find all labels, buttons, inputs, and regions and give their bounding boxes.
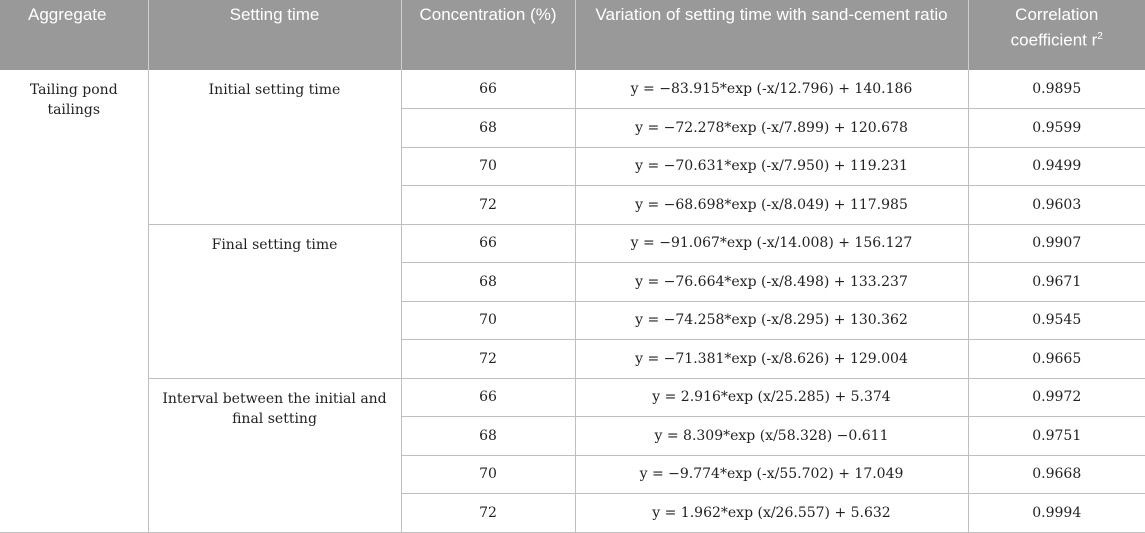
header-concentration: Concentration (%) [401, 0, 575, 70]
concentration-cell: 66 [401, 378, 575, 417]
correlation-cell: 0.9603 [968, 186, 1145, 225]
equation-cell: y = 1.962*exp (x/26.557) + 5.632 [575, 494, 968, 533]
concentration-cell: 72 [401, 494, 575, 533]
equation-cell: y = −71.381*exp (-x/8.626) + 129.004 [575, 340, 968, 379]
concentration-cell: 66 [401, 224, 575, 263]
concentration-cell: 66 [401, 70, 575, 109]
correlation-cell: 0.9499 [968, 147, 1145, 186]
equation-cell: y = −9.774*exp (-x/55.702) + 17.049 [575, 455, 968, 494]
concentration-cell: 72 [401, 340, 575, 379]
header-variation: Variation of setting time with sand-cement ratio [575, 0, 968, 70]
correlation-cell: 0.9545 [968, 301, 1145, 340]
concentration-cell: 70 [401, 455, 575, 494]
header-correlation-sup: 2 [1097, 31, 1103, 42]
table-row [0, 70, 1145, 109]
correlation-cell: 0.9668 [968, 455, 1145, 494]
equation-cell: y = 8.309*exp (x/58.328) −0.611 [575, 417, 968, 456]
concentration-cell: 72 [401, 186, 575, 225]
correlation-cell: 0.9751 [968, 417, 1145, 456]
correlation-cell: 0.9972 [968, 378, 1145, 417]
header-setting-time: Setting time [148, 0, 401, 70]
equation-cell: y = −91.067*exp (-x/14.008) + 156.127 [575, 224, 968, 263]
equation-cell: y = −74.258*exp (-x/8.295) + 130.362 [575, 301, 968, 340]
concentration-cell: 68 [401, 109, 575, 148]
setting-time-cell: Initial setting time [148, 70, 401, 224]
correlation-cell: 0.9665 [968, 340, 1145, 379]
concentration-cell: 68 [401, 417, 575, 456]
header-aggregate: Aggregate [0, 0, 148, 70]
correlation-cell: 0.9994 [968, 494, 1145, 533]
correlation-cell: 0.9671 [968, 263, 1145, 302]
equation-cell: y = −76.664*exp (-x/8.498) + 133.237 [575, 263, 968, 302]
header-correlation-text: Correlation coefficient r [1010, 5, 1099, 50]
table-row [0, 378, 1145, 417]
table-row [0, 224, 1145, 263]
header-row [0, 0, 1145, 70]
concentration-cell: 70 [401, 301, 575, 340]
aggregate-cell: Tailing pond tailings [0, 70, 148, 532]
correlation-cell: 0.9895 [968, 70, 1145, 109]
equation-cell: y = 2.916*exp (x/25.285) + 5.374 [575, 378, 968, 417]
equation-cell: y = −68.698*exp (-x/8.049) + 117.985 [575, 186, 968, 225]
setting-time-cell: Final setting time [148, 224, 401, 378]
header-correlation [968, 0, 1145, 70]
correlation-cell: 0.9907 [968, 224, 1145, 263]
equation-cell: y = −70.631*exp (-x/7.950) + 119.231 [575, 147, 968, 186]
concentration-cell: 68 [401, 263, 575, 302]
setting-time-cell: Interval between the initial and final setting [148, 378, 401, 532]
concentration-cell: 70 [401, 147, 575, 186]
equation-cell: y = −83.915*exp (-x/12.796) + 140.186 [575, 70, 968, 109]
equation-cell: y = −72.278*exp (-x/7.899) + 120.678 [575, 109, 968, 148]
correlation-cell: 0.9599 [968, 109, 1145, 148]
